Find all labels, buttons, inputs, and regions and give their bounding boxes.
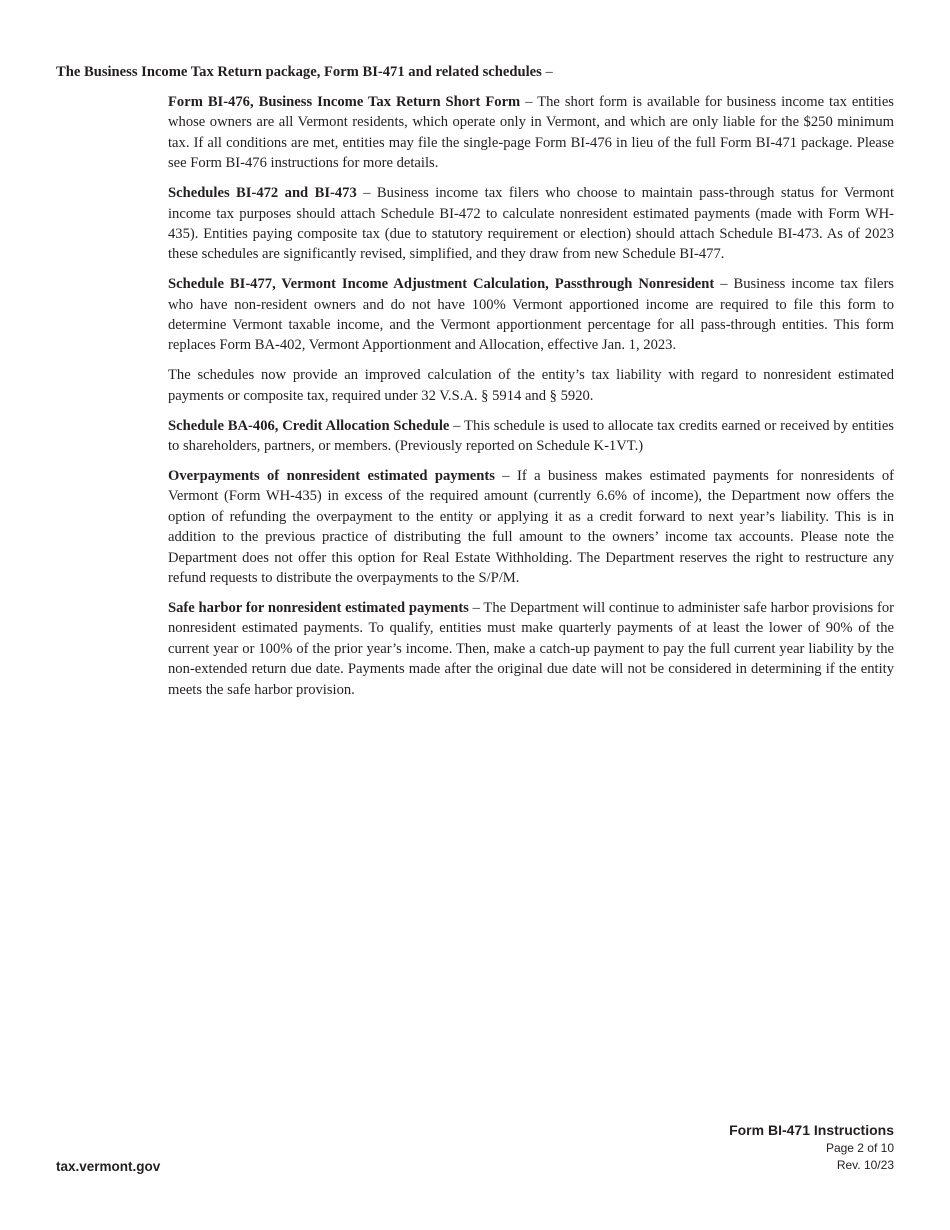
section-body: The schedules now provide an improved calculation of the entity’s tax liability with regard to nonresident estimated payments or composite tax, required under 32 V.S.A. § 5914 and § 5920. xyxy=(168,367,894,404)
page-heading-dash: – xyxy=(541,64,553,80)
footer-page-number: Page 2 of 10 xyxy=(825,1141,894,1155)
section-title: Schedule BA-406, Credit Allocation Schedule xyxy=(168,417,450,434)
section-bi-472-473 xyxy=(168,183,894,265)
footer-website: tax.vermont.gov xyxy=(56,1159,161,1174)
section-title: Overpayments of nonresident estimated payments xyxy=(168,468,495,484)
section-body: – Business income tax filers who choose to maintain pass-through status for Vermont income tax purposes should attach Schedule BI-472 to calculate nonresident estimated payments (made with Form WH-435). Entities paying composite tax (due to statutory requirement or election) should attach Schedule BI-473. As of 2023 these schedules are significantly revised, simplified, and they draw from new Schedule BI-477. xyxy=(168,185,894,263)
section-bi-477 xyxy=(168,274,894,356)
section-schedules-note xyxy=(168,365,894,406)
section-bi-476 xyxy=(168,92,894,174)
section-ba-406 xyxy=(168,416,894,457)
page-heading xyxy=(56,62,896,82)
section-body: – The short form is available for business income tax entities whose owners are all Vermont residents, which operate only in Vermont, and which are only liable for the $250 minimum tax. If all conditions are met, entities may file the single-page Form BI-476 in lieu of the full Form BI-471 package. Please see Form BI-476 instructions for more details. xyxy=(168,94,894,172)
section-body: – If a business makes estimated payments for nonresidents of Vermont (Form WH-435) in excess of the required amount (currently 6.6% of income), the Department now offers the option of refunding the overpayment to the entity or applying it as a credit forward to next year’s liability. This is in addition to the previous practice of distributing the full amount to the owners’ income tax accounts. Please note the Department does not offer this option for Real Estate Withholding. The Department reserves the right to restructure any refund requests to distribute the overpayments to the S/P/M. xyxy=(168,468,894,587)
section-title: Schedules BI-472 and BI-473 xyxy=(168,185,357,202)
section-title: Safe harbor for nonresident estimated payments xyxy=(168,599,469,616)
section-safe-harbor xyxy=(168,598,894,700)
section-body: – This schedule is used to allocate tax credits earned or received by entities to shareholders, partners, or members. (Previously reported on Schedule K-1VT.) xyxy=(168,417,894,455)
instruction-sections xyxy=(168,92,894,709)
section-title: Schedule BI-477, Vermont Income Adjustment Calculation, Passthrough Nonresident xyxy=(168,276,715,293)
section-body: – The Department will continue to administer safe harbor provisions for nonresident estimated payments. To qualify, entities must make quarterly payments of at least the lower of 90% of the current year or 100% of the prior year’s income. Then, make a catch-up payment to pay the full current year liability by the non-extended return due date. Payments made after the original due date will not be considered in determining if the entity meets the safe harbor provision. xyxy=(168,599,894,698)
footer-info xyxy=(729,1121,894,1174)
section-overpayments xyxy=(168,466,894,588)
section-body: – Business income tax filers who have non-resident owners and do not have 100% Vermont apportioned income are required to file this form to determine Vermont taxable income, and the Vermont apportionment percentage for all pass-through entities. This form replaces Form BA-402, Vermont Apportionment and Allocation, effective Jan. 1, 2023. xyxy=(168,276,894,354)
footer-form-name: Form BI-471 Instructions xyxy=(729,1122,894,1138)
section-title: Form BI-476, Business Income Tax Return Short Form xyxy=(168,94,521,110)
footer-revision: Rev. 10/23 xyxy=(836,1158,894,1172)
page-heading-title: The Business Income Tax Return package, Form BI-471 and related schedules xyxy=(56,64,542,80)
